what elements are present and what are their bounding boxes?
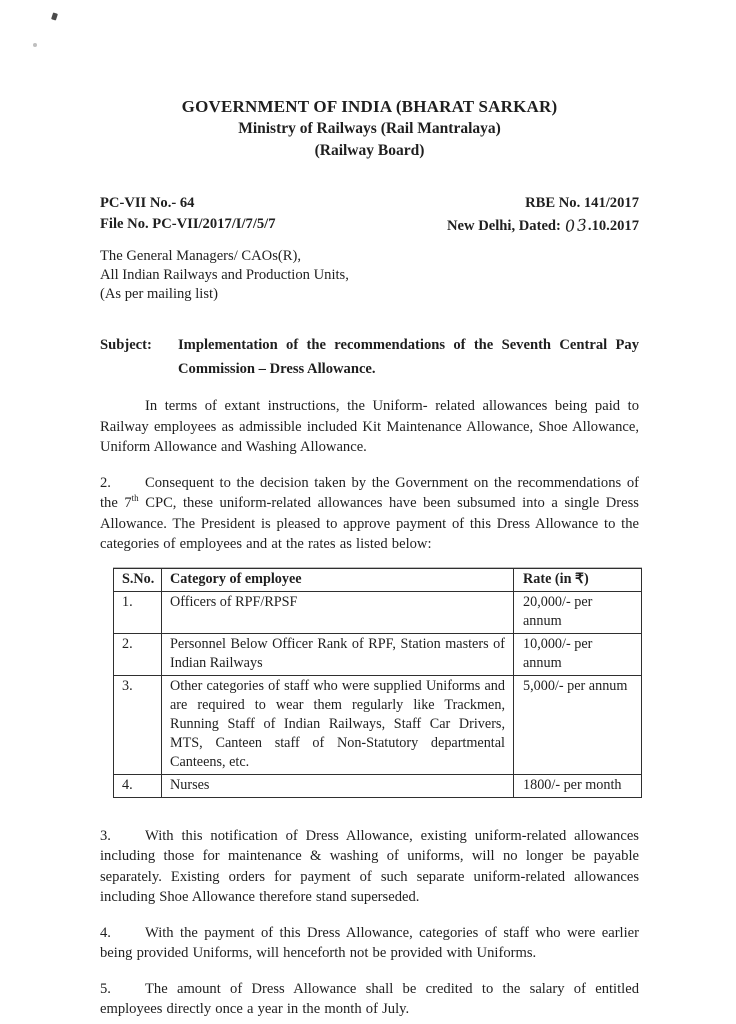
paragraph-number: 5. [100,980,111,997]
paragraph-number: 4. [100,924,111,941]
subject-text: Implementation of the recommendations of the Seventh Central Pay Commission – Dress Allowance. [178,337,639,377]
paragraph-5-text: The amount of Dress Allowance shall be credited to the salary of entitled employees directly once a year in the month of July. [100,980,639,1017]
cell-sno: 3. [114,675,162,774]
paragraph-5 [100,979,639,1020]
header-category: Category of employee [162,568,514,591]
dress-allowance-rates-table [113,568,642,798]
ministry-title: Ministry of Railways (Rail Mantralaya) [238,120,501,137]
paragraph-2-text: Consequent to the decision taken by the Government on the recommendations of the 7 [100,474,639,511]
paragraph-4 [100,923,639,964]
subject-label: Subject: [100,337,152,353]
paragraph-number: 3. [100,827,111,844]
handwritten-date: 03 [563,215,589,236]
cell-rate: 1800/- per month [514,774,642,797]
paragraph-3 [100,826,639,908]
cell-sno: 4. [114,774,162,797]
cell-category: Personnel Below Officer Rank of RPF, Station masters of Indian Railways [162,633,514,675]
date-suffix: .10.2017 [587,218,639,234]
file-number: File No. PC-VII/2017/I/7/5/7 [100,216,276,232]
table-row [114,774,642,797]
table-header-row [114,568,642,591]
cell-sno: 2. [114,633,162,675]
addressee-line: (As per mailing list) [100,286,218,302]
cell-sno: 1. [114,591,162,633]
cell-category: Officers of RPF/RPSF [162,591,514,633]
addressee-line: The General Managers/ CAOs(R), [100,248,302,264]
addressee-block [100,247,639,304]
table-row [114,675,642,774]
paragraph-3-text: With this notification of Dress Allowance, existing uniform-related allowances including those for maintenance & washing of uniforms, will no longer be payable separately. Existing orders for payment of such separate uniform-related allowances including Shoe Allowance therefore stand superseded. [100,827,639,905]
paragraph-2 [100,473,639,555]
cell-rate: 10,000/- per annum [514,633,642,675]
pc-number: PC-VII No.- 64 [100,195,195,211]
header-rate: Rate (in ₹) [514,568,642,591]
rbe-number: RBE No. 141/2017 [525,195,639,211]
paragraph-4-text: With the payment of this Dress Allowance, categories of staff who were earlier being provided Uniforms, will henceforth not be provided with Uniforms. [100,924,639,961]
reference-left [100,193,276,237]
reference-right [447,193,639,237]
paragraph-2-text-cont: CPC, these uniform-related allowances have been subsumed into a single Dress Allowance. The President is pleased to approve payment of this Dress Allowance to the categories of employees and at the rates as listed below: [100,495,639,552]
paragraph-1: In terms of extant instructions, the Uniform- related allowances being paid to Railway employees as admissible included Kit Maintenance Allowance, Shoe Allowance, Uniform Allowance and Washing Allowance. [100,398,639,455]
letterhead [100,96,639,162]
addressee-line: All Indian Railways and Production Units, [100,267,349,283]
header-sno: S.No. [114,568,162,591]
table-row [114,591,642,633]
board-title: (Railway Board) [314,142,425,159]
cell-rate: 5,000/- per annum [514,675,642,774]
table-row [114,633,642,675]
scan-artifact-top [51,12,58,20]
cell-rate: 20,000/- per annum [514,591,642,633]
cell-category: Nurses [162,774,514,797]
subject-block [100,333,639,381]
cell-category: Other categories of staff who were supplied Uniforms and are required to wear them regularly like Trackmen, Running Staff of Indian Railways, Staff Car Drivers, MTS, Canteen staff of Non-Statutory departmental Canteens, etc. [162,675,514,774]
paragraph-number: 2. [100,474,111,491]
ordinal-superscript: th [131,493,139,504]
date-prefix: New Delhi, Dated: [447,218,565,234]
government-title: GOVERNMENT OF INDIA (BHARAT SARKAR) [181,97,558,116]
reference-block [100,193,639,237]
date-line [447,214,639,237]
scan-artifact-left [33,43,37,47]
